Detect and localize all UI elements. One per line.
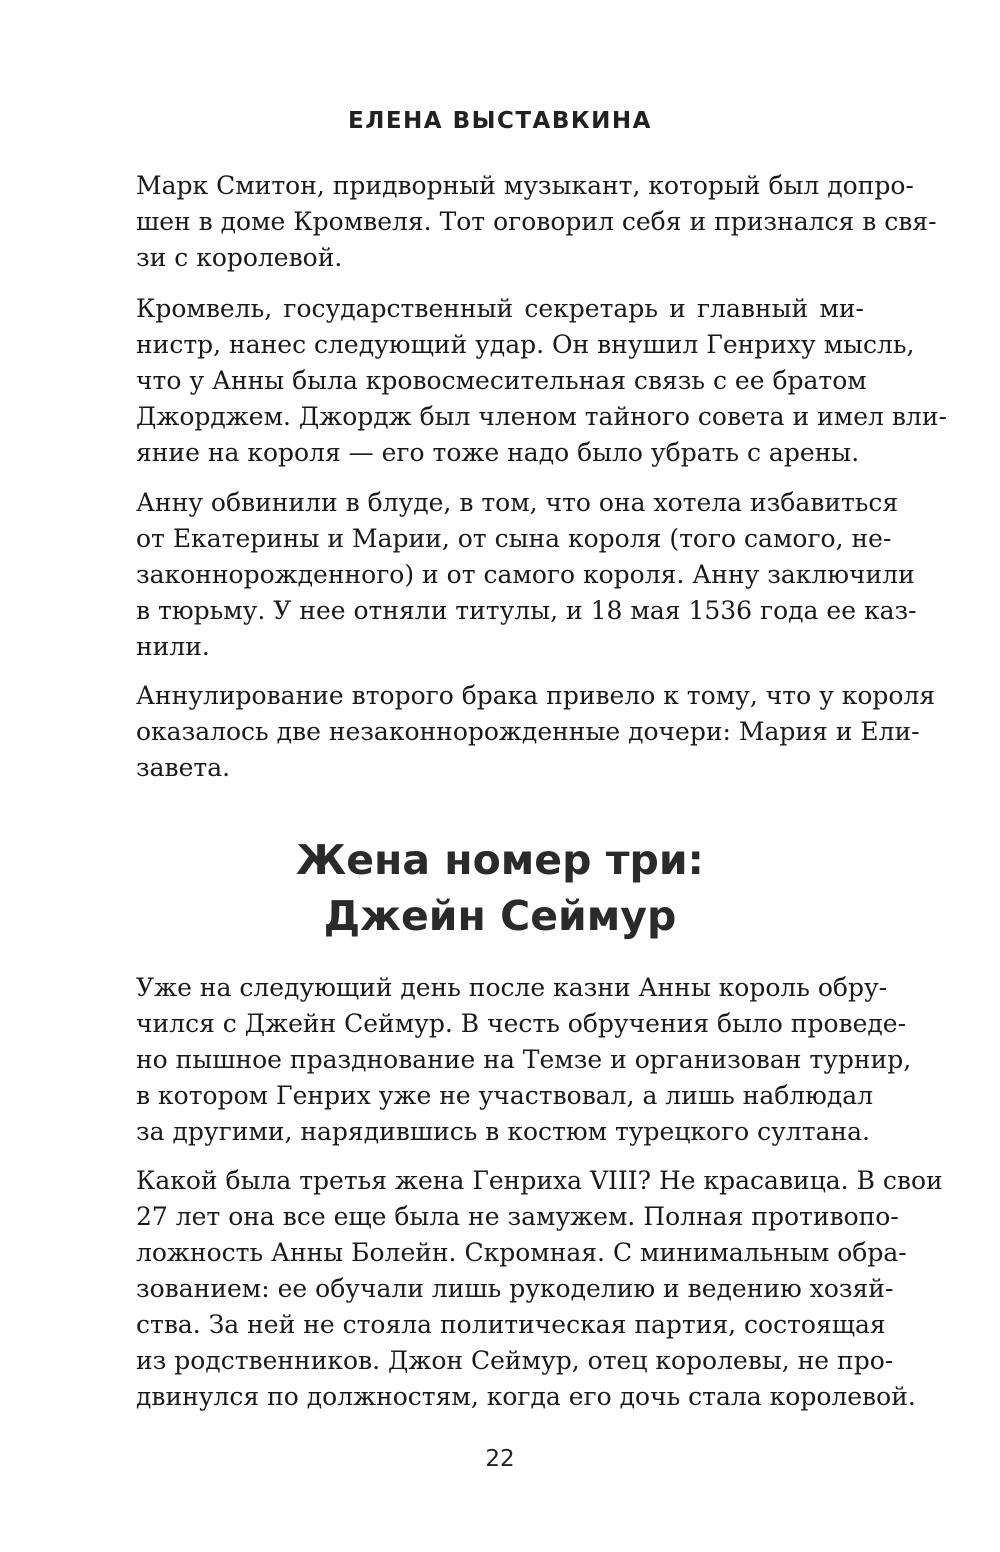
paragraph-line: Джорджем. Джордж был членом тайного совета и имел вли- bbox=[136, 402, 947, 431]
section-heading bbox=[0, 832, 1000, 944]
paragraph-line: от Екатерины и Марии, от сына короля (того самого, не- bbox=[136, 524, 892, 553]
paragraph-line: нистр, нанес следующий удар. Он внушил Генриху мысль, bbox=[136, 330, 915, 359]
paragraph-line: Какой была третья жена Генриха VIII? Не красавица. В свои bbox=[136, 1166, 943, 1195]
paragraph-line: Кромвель, государственный секретарь и главный ми- bbox=[136, 294, 864, 323]
paragraph bbox=[136, 1163, 943, 1415]
paragraph-line: зи с королевой. bbox=[136, 243, 343, 272]
paragraph bbox=[136, 678, 936, 786]
paragraph-line: законнорожденного) и от самого короля. Анну заключили bbox=[136, 560, 915, 589]
paragraph-line: чился с Джейн Сеймур. В честь обручения было проведе- bbox=[136, 1009, 907, 1038]
paragraph-line: яние на короля — его тоже надо было убрать с арены. bbox=[136, 438, 860, 467]
page-number: 22 bbox=[485, 1446, 515, 1472]
section-heading-line: Жена номер три: bbox=[296, 836, 704, 884]
section-heading-line: Джейн Сеймур bbox=[323, 892, 677, 940]
running-header: ЕЛЕНА ВЫСТАВКИНА bbox=[348, 108, 652, 134]
paragraph-line: но пышное празднование на Темзе и организован турнир, bbox=[136, 1045, 912, 1074]
paragraph-line: оказалось две незаконнорожденные дочери: Мария и Ели- bbox=[136, 717, 920, 746]
paragraph-line: ства. За ней не стояла политическая партия, состоящая bbox=[136, 1310, 886, 1339]
paragraph-line: двинулся по должностям, когда его дочь стала королевой. bbox=[136, 1382, 916, 1411]
paragraph bbox=[136, 168, 937, 276]
paragraph-line: шен в доме Кромвеля. Тот оговорил себя и признался в свя- bbox=[136, 207, 937, 236]
paragraph-line: из родственников. Джон Сеймур, отец королевы, не про- bbox=[136, 1346, 894, 1375]
paragraph-line: Аннулирование второго брака привело к тому, что у короля bbox=[136, 681, 936, 710]
paragraph-line: Анну обвинили в блуде, в том, что она хотела избавиться bbox=[136, 488, 899, 517]
paragraph-line: Уже на следующий день после казни Анны король обру- bbox=[136, 973, 888, 1002]
paragraph-line: в тюрьму. У нее отняли титулы, и 18 мая 1536 года ее каз- bbox=[136, 596, 917, 625]
paragraph bbox=[136, 485, 917, 665]
paragraph-line: завета. bbox=[136, 753, 231, 782]
paragraph-line: в котором Генрих уже не участвовал, а лишь наблюдал bbox=[136, 1081, 874, 1110]
paragraph-line: нили. bbox=[136, 632, 210, 661]
paragraph-line: что у Анны была кровосмесительная связь с ее братом bbox=[136, 366, 867, 395]
paragraph bbox=[136, 291, 947, 471]
paragraph-line: 27 лет она все еще была не замужем. Полная противопо- bbox=[136, 1202, 899, 1231]
paragraph bbox=[136, 970, 912, 1150]
paragraph-line: за другими, нарядившись в костюм турецкого султана. bbox=[136, 1117, 871, 1146]
paragraph-line: Марк Смитон, придворный музыкант, который был допро- bbox=[136, 171, 914, 200]
paragraph-line: ложность Анны Болейн. Скромная. С минимальным обра- bbox=[136, 1238, 907, 1267]
paragraph-line: зованием: ее обучали лишь рукоделию и ведению хозяй- bbox=[136, 1274, 894, 1303]
